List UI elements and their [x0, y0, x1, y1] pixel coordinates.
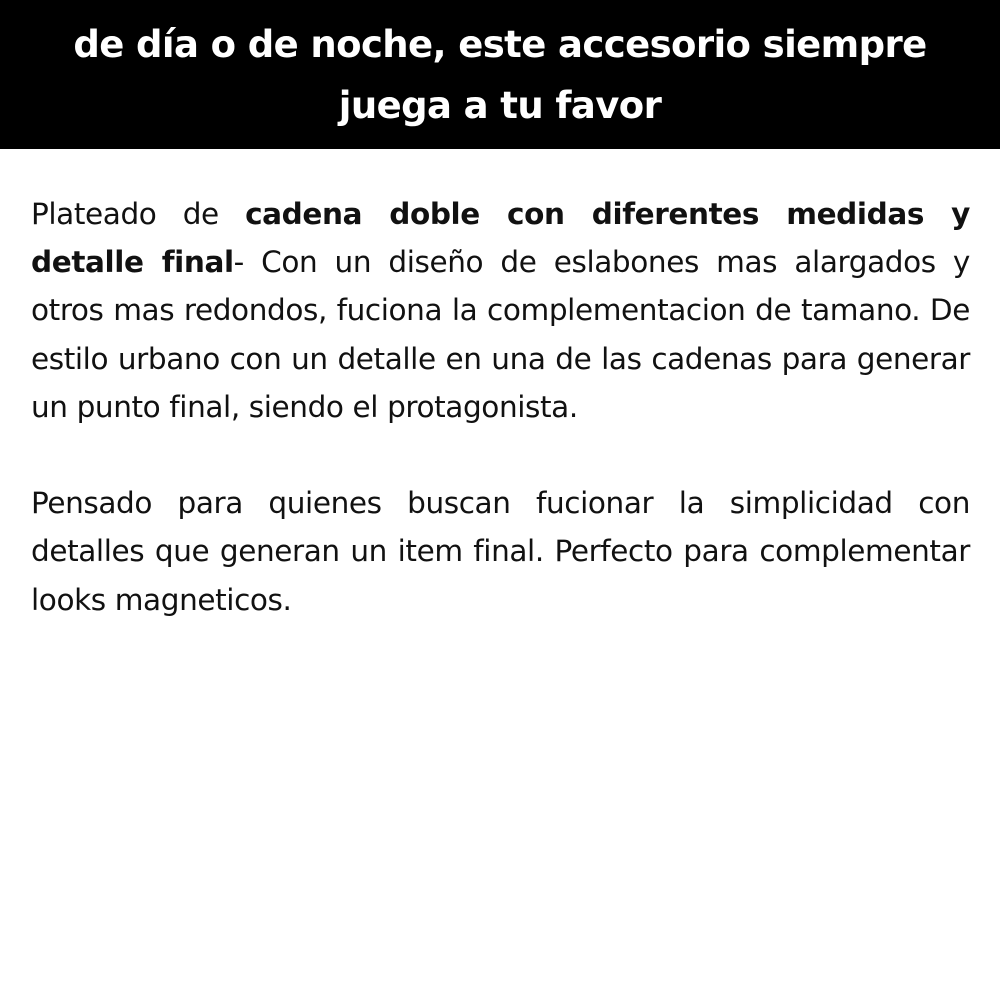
paragraph-1-rest: - Con un diseño de eslabones mas alargados y otros mas redondos, fuciona la complementacion de tamano. De estilo urbano con un detalle en una de las cadenas para generar un punto final, siendo el protagonista.: [31, 245, 970, 424]
header-title: de día o de noche, este accesorio siempre juega a tu favor: [73, 22, 927, 127]
paragraph-1-highlight: cadena doble con diferentes medidas y detalle final: [31, 197, 970, 280]
paragraph-1-lead: Plateado de: [31, 197, 246, 231]
description-body: [31, 190, 970, 624]
description-paragraph-1: [31, 190, 970, 431]
description-paragraph-2: Pensado para quienes buscan fucionar la simplicidad con detalles que generan un item final. Perfecto para complementar looks magneticos.: [31, 486, 970, 617]
header-banner: [0, 0, 1000, 149]
